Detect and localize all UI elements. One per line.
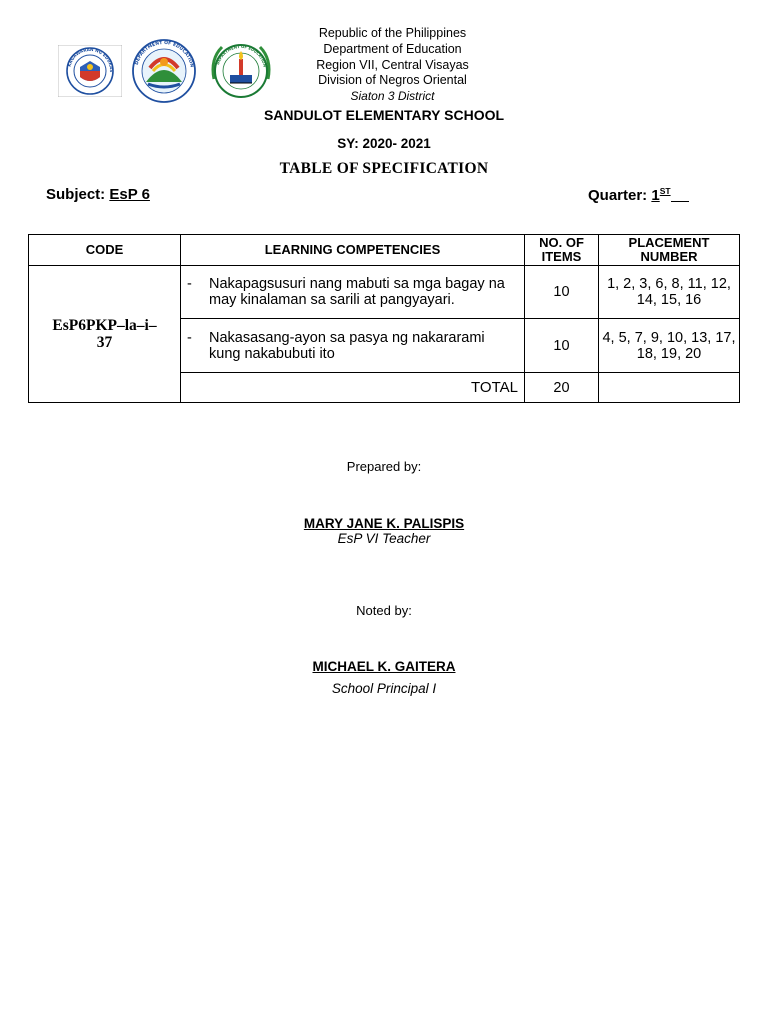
quarter-underline (671, 200, 689, 202)
column-header-items: NO. OF ITEMS (525, 235, 599, 266)
document-title: TABLE OF SPECIFICATION (279, 160, 489, 177)
competency-bullet: - (187, 329, 192, 346)
header-line-region: Region VII, Central Visayas (316, 57, 469, 72)
header-line-department: Department of Education (323, 41, 462, 56)
subject-line (46, 186, 150, 203)
total-items: 20 (525, 373, 599, 403)
svg-text:DEPARTMENT OF EDUCATION: DEPARTMENT OF EDUCATION (214, 43, 268, 68)
competency-bullet: - (187, 276, 192, 292)
school-year: SY: 2020- 2021 (337, 136, 431, 151)
total-placement-empty (599, 373, 740, 403)
subject-label: Subject: (46, 186, 110, 203)
competency-text: Nakasasang-ayon sa pasya ng nakararami kung nakabubuti ito (209, 329, 485, 362)
column-header-placement: PLACEMENT NUMBER (599, 235, 740, 266)
noted-name: MICHAEL K. GAITERA (312, 659, 456, 674)
competency-cell (181, 319, 525, 373)
competency-code (29, 266, 181, 403)
quarter-label: Quarter: (588, 187, 652, 204)
column-header-competencies: LEARNING COMPETENCIES (181, 235, 525, 266)
school-name: SANDULOT ELEMENTARY SCHOOL (263, 107, 505, 123)
header-line-district: Siaton 3 District (350, 89, 435, 104)
items-count: 10 (525, 319, 599, 373)
svg-text:DEPARTMENT OF EDUCATION: DEPARTMENT OF EDUCATION (134, 40, 194, 68)
quarter-line (588, 186, 689, 204)
competency-cell (181, 266, 525, 319)
prepared-by-block (0, 459, 768, 474)
quarter-value: 1 (651, 187, 660, 204)
items-count: 10 (525, 266, 599, 319)
table-header-row (29, 235, 740, 266)
noted-by-block (0, 603, 768, 618)
svg-text:KAGAWARAN NG EDUKASYON: KAGAWARAN NG EDUKAS (66, 46, 115, 73)
noted-role: School Principal I (331, 681, 437, 696)
total-label: TOTAL (181, 373, 525, 403)
specification-table (28, 234, 740, 403)
noted-signatory (0, 659, 768, 696)
table-row (29, 266, 740, 319)
noted-by-label: Noted by: (356, 603, 412, 618)
header-line-republic: Republic of the Philippines (318, 26, 467, 40)
placement-numbers: 1, 2, 3, 6, 8, 11, 12, 14, 15, 16 (599, 266, 740, 319)
column-header-code: CODE (29, 235, 181, 266)
quarter-suffix: ST (659, 186, 671, 196)
competency-text: Nakapagsusuri nang mabuti sa mga bagay na may kinalaman sa sarili at pangyayari. (209, 276, 505, 308)
placement-numbers: 4, 5, 7, 9, 10, 13, 17, 18, 19, 20 (599, 319, 740, 373)
subject-value: EsP 6 (109, 186, 150, 203)
prepared-signatory (0, 516, 768, 546)
header-line-division: Division of Negros Oriental (318, 73, 467, 88)
prepared-name: MARY JANE K. PALISPIS (303, 516, 465, 531)
prepared-role: EsP VI Teacher (337, 531, 431, 546)
prepared-by-label: Prepared by: (346, 459, 422, 474)
agency-header (0, 26, 768, 105)
competency-code-text: EsP6PKP–la–i–37 (52, 317, 157, 351)
